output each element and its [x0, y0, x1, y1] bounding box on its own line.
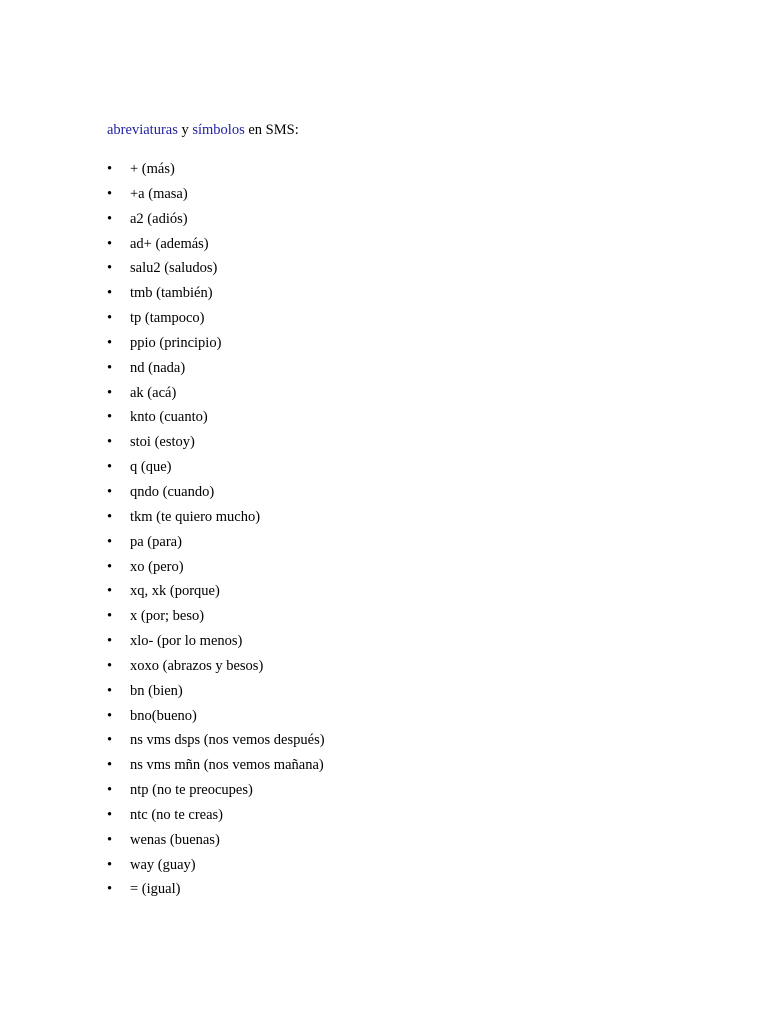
bullet-icon: • [107, 558, 113, 575]
list-item [107, 804, 727, 829]
list-item-text: stoi (estoy) [130, 434, 195, 451]
list-item-text: salu2 (saludos) [130, 260, 218, 277]
list-item-text: = (igual) [130, 881, 181, 898]
list-item-text: ns vms mñn (nos vemos mañana) [130, 757, 324, 774]
list-item [107, 506, 727, 531]
bullet-icon: • [107, 260, 113, 277]
bullet-icon: • [107, 806, 113, 823]
list-item [107, 158, 727, 183]
bullet-icon: • [107, 285, 113, 302]
list-item-text: +a (masa) [130, 185, 188, 202]
list-item [107, 754, 727, 779]
list-item-text: ppio (principio) [130, 334, 222, 351]
list-item-text: xlo- (por lo menos) [130, 633, 243, 650]
list-item-text: x (por; beso) [130, 608, 205, 625]
list-item [107, 556, 727, 581]
list-item-text: q (que) [130, 459, 172, 476]
bullet-icon: • [107, 210, 113, 227]
list-item [107, 680, 727, 705]
bullet-icon: • [107, 533, 113, 550]
list-item-text: xoxo (abrazos y besos) [130, 657, 264, 674]
list-item [107, 282, 727, 307]
bullet-icon: • [107, 831, 113, 848]
heading-suffix: en SMS: [244, 122, 299, 138]
list-item-text: a2 (adiós) [130, 210, 188, 227]
list-item [107, 183, 727, 208]
list-item [107, 332, 727, 357]
bullet-icon: • [107, 782, 113, 799]
list-item-text: xq, xk (porque) [130, 583, 220, 600]
heading-line [107, 119, 727, 141]
bullet-icon: • [107, 707, 113, 724]
list-item-text: nd (nada) [130, 359, 186, 376]
bullet-icon: • [107, 881, 113, 898]
list-item-text: way (guay) [130, 856, 196, 873]
list-item-text: qndo (cuando) [130, 483, 215, 500]
list-item [107, 705, 727, 730]
bullet-icon: • [107, 334, 113, 351]
bullet-icon: • [107, 757, 113, 774]
list-item [107, 431, 727, 456]
bullet-icon: • [107, 583, 113, 600]
list-item-text: bno(bueno) [130, 707, 197, 724]
bullet-icon: • [107, 185, 113, 202]
list-item [107, 779, 727, 804]
bullet-icon: • [107, 384, 113, 401]
bullet-icon: • [107, 161, 113, 177]
list-item-text: bn (bien) [130, 682, 183, 699]
bullet-icon: • [107, 508, 113, 525]
bullet-icon: • [107, 633, 113, 650]
list-item [107, 233, 727, 258]
bullet-icon: • [107, 434, 113, 451]
list-item [107, 257, 727, 282]
bullet-icon: • [107, 310, 113, 327]
list-item-text: tp (tampoco) [130, 310, 205, 327]
list-item [107, 307, 727, 332]
bullet-icon: • [107, 483, 113, 500]
list-item-text: tkm (te quiero mucho) [130, 508, 261, 525]
bullet-icon: • [107, 682, 113, 699]
simbolos-link[interactable]: símbolos [192, 122, 245, 138]
list-item-text: ntp (no te preocupes) [130, 782, 253, 799]
list-item [107, 605, 727, 630]
list-item [107, 382, 727, 407]
list-item [107, 829, 727, 854]
bullet-icon: • [107, 459, 113, 476]
bullet-icon: • [107, 856, 113, 873]
list-item-text: xo (pero) [130, 558, 184, 575]
list-item [107, 580, 727, 605]
list-item [107, 357, 727, 382]
list-item [107, 531, 727, 556]
list-item-text: wenas (buenas) [130, 831, 220, 848]
list-item [107, 406, 727, 431]
bullet-icon: • [107, 235, 113, 252]
list-item [107, 878, 727, 903]
list-item [107, 456, 727, 481]
list-item [107, 208, 727, 233]
list-item-text: ad+ (además) [130, 235, 209, 252]
list-item-text: ns vms dsps (nos vemos después) [130, 732, 325, 749]
list-item [107, 729, 727, 754]
list-item [107, 481, 727, 506]
list-item [107, 655, 727, 680]
abreviaturas-link[interactable]: abreviaturas [107, 122, 178, 138]
list-item-text: knto (cuanto) [130, 409, 208, 426]
heading-conjunction: y [177, 122, 193, 138]
list-item [107, 630, 727, 655]
list-item-text: pa (para) [130, 533, 182, 550]
bullet-icon: • [107, 657, 113, 674]
bullet-icon: • [107, 359, 113, 376]
document-body [107, 119, 727, 903]
bullet-icon: • [107, 608, 113, 625]
list-item-text: + (más) [130, 161, 175, 177]
list-item-text: ntc (no te creas) [130, 806, 223, 823]
abbreviation-list [107, 158, 727, 903]
list-item-text: ak (acá) [130, 384, 177, 401]
bullet-icon: • [107, 732, 113, 749]
bullet-icon: • [107, 409, 113, 426]
list-item-text: tmb (también) [130, 285, 213, 302]
list-item [107, 854, 727, 879]
